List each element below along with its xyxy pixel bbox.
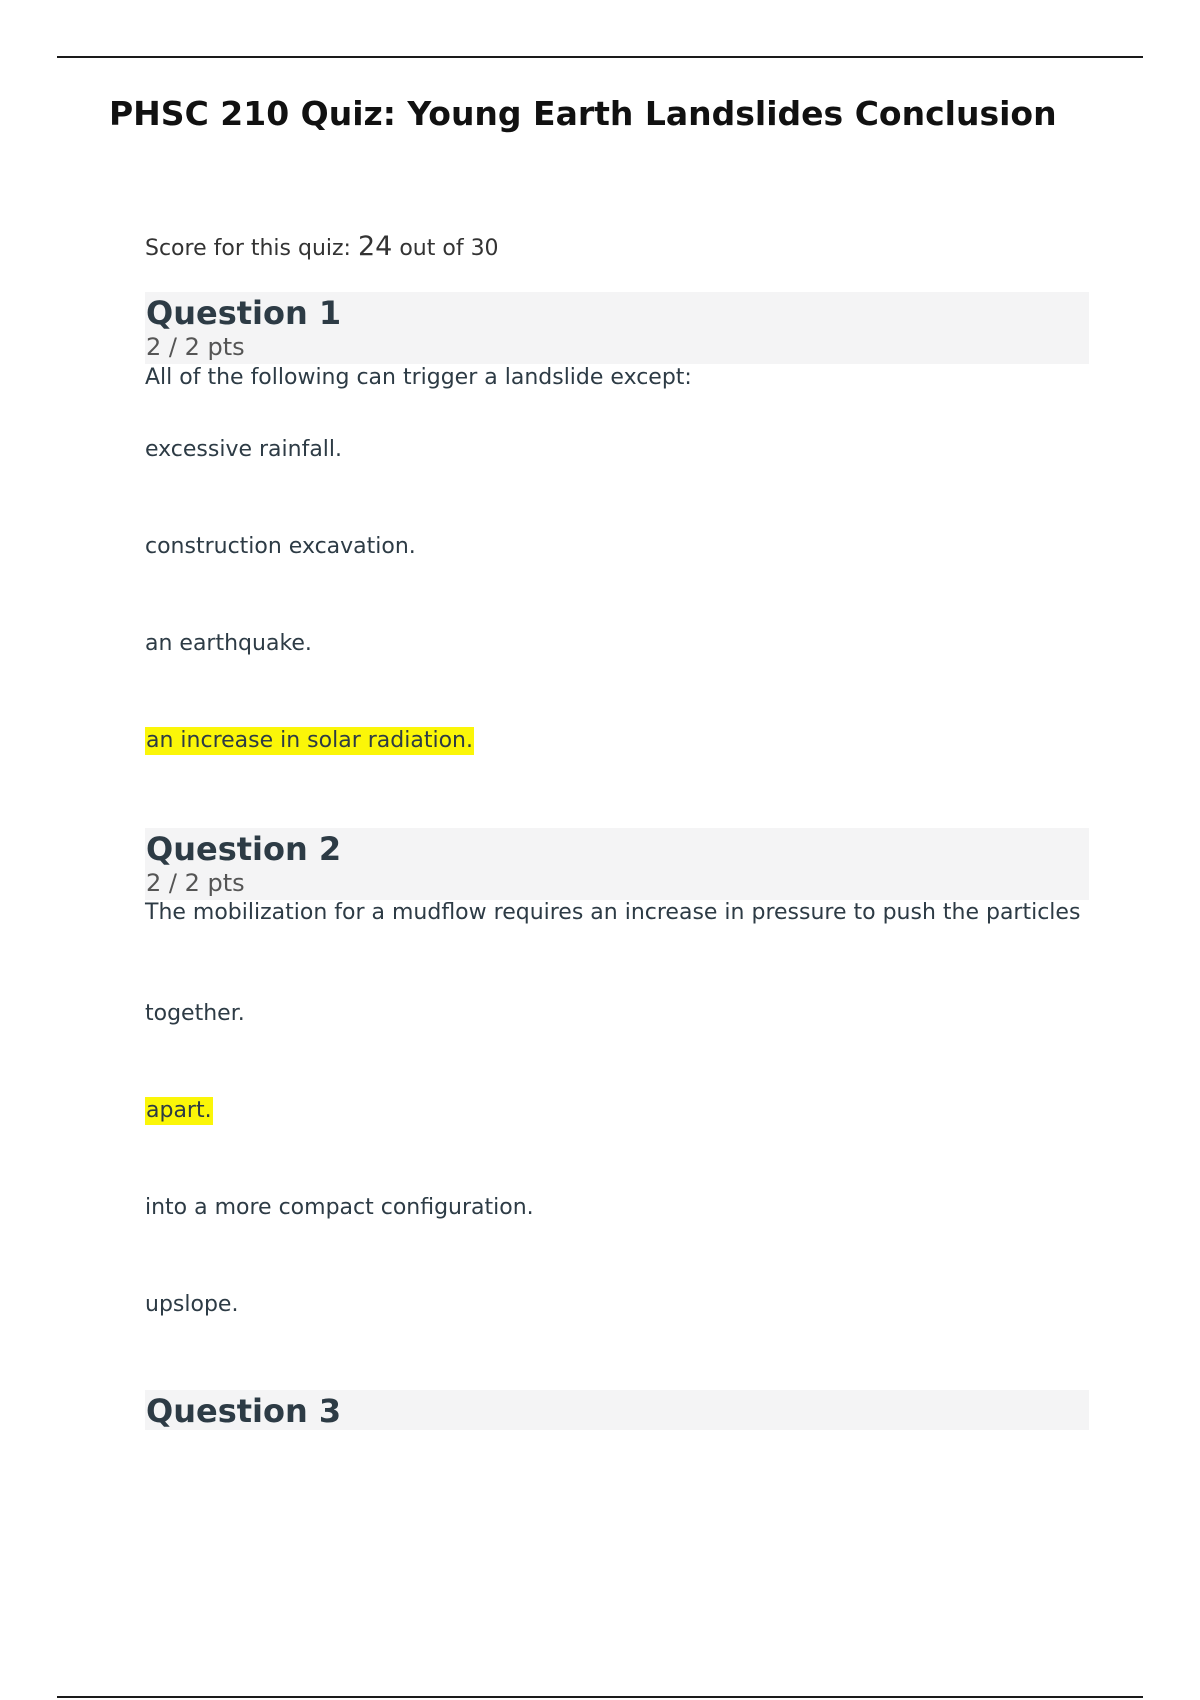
answer-option-highlighted: apart. <box>146 1098 212 1123</box>
answer-option: an earthquake. <box>145 631 312 656</box>
answer-option: excessive rainfall. <box>145 437 343 462</box>
score-value: 24 <box>357 231 393 262</box>
question-header <box>145 828 1089 900</box>
answer-option: together. <box>145 1001 245 1026</box>
answer-option: upslope. <box>145 1292 239 1317</box>
question-header <box>145 1390 1089 1430</box>
top-rule <box>57 56 1143 58</box>
answer-option: construction excavation. <box>145 534 416 559</box>
answer-option-highlighted: an increase in solar radiation. <box>146 728 473 753</box>
score-suffix: out of 30 <box>399 236 499 261</box>
question-text: All of the following can trigger a landslide except: <box>145 365 692 390</box>
question-header <box>145 292 1089 364</box>
question-title: Question 3 <box>146 1392 342 1430</box>
document-title: PHSC 210 Quiz: Young Earth Landslides Conclusion <box>109 94 1057 133</box>
question-points: 2 / 2 pts <box>146 333 245 361</box>
score-label: Score for this quiz: <box>145 236 351 261</box>
question-text: The mobilization for a mudflow requires an increase in pressure to push the particles <box>145 900 1081 925</box>
question-points: 2 / 2 pts <box>146 869 245 897</box>
question-title: Question 2 <box>146 830 342 868</box>
score-line <box>145 231 499 262</box>
answer-option: into a more compact configuration. <box>145 1195 534 1220</box>
question-title: Question 1 <box>146 294 342 332</box>
bottom-rule <box>57 1696 1143 1698</box>
